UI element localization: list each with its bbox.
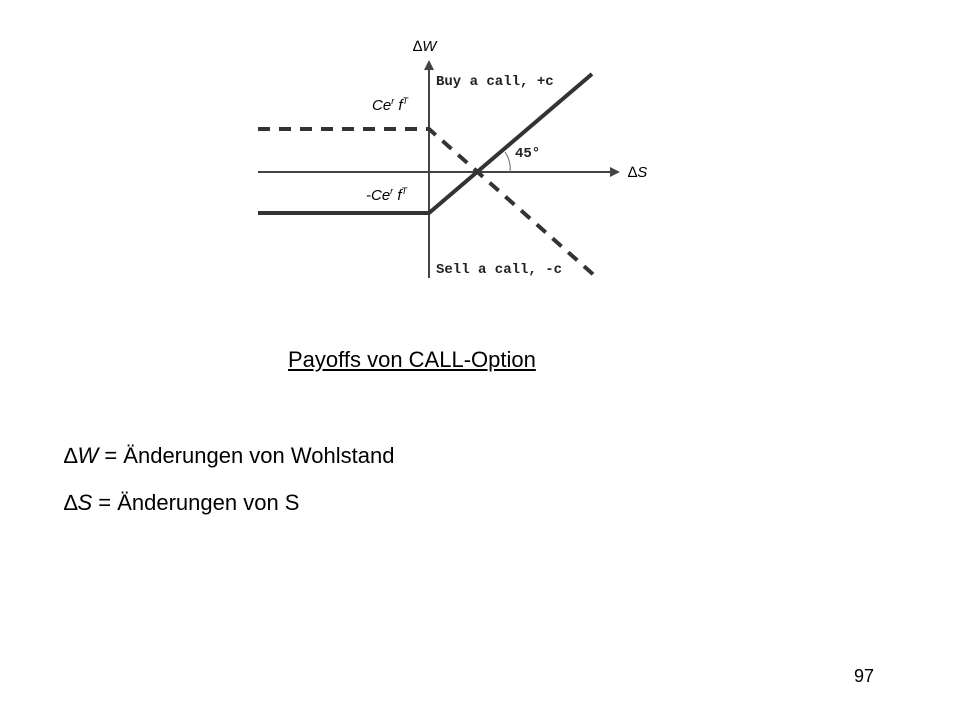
angle-label: 45° — [515, 146, 541, 162]
lower-level-sup-t: T — [401, 186, 408, 196]
delta-symbol: ∆ — [64, 490, 78, 515]
upper-level-main: Ce — [372, 97, 392, 114]
diagram-caption: Payoffs von CALL-Option — [288, 347, 536, 372]
definition-s-text: = Änderungen von S — [92, 490, 300, 515]
lower-level-main: -Ce — [366, 187, 391, 204]
definition-s-variable: S — [77, 490, 93, 515]
delta-symbol: ∆ — [64, 443, 78, 468]
upper-level-label — [372, 97, 408, 113]
y-axis-arrow — [424, 60, 434, 70]
angle-arc — [505, 152, 510, 172]
upper-level-sup-r: r — [391, 96, 395, 106]
delta-symbol: ∆ — [628, 164, 638, 181]
x-axis-variable: S — [637, 164, 648, 181]
sell-call-label: Sell a call, -c — [436, 262, 563, 278]
y-axis-variable: W — [422, 38, 437, 55]
lower-level-f: f — [393, 187, 402, 204]
delta-symbol: ∆ — [413, 38, 423, 55]
upper-level-sup-t: T — [402, 96, 409, 106]
x-axis-arrow — [610, 167, 620, 177]
definition-s — [64, 490, 299, 516]
x-axis-label — [628, 165, 647, 180]
definition-w-variable: W — [77, 443, 99, 468]
payoff-diagram — [0, 0, 960, 330]
upper-level-f: f — [394, 97, 403, 114]
buy-call-payoff-line — [258, 74, 592, 213]
lower-level-label — [366, 187, 407, 203]
page-number: 97 — [854, 666, 875, 686]
lower-level-sup-r: r — [390, 186, 394, 196]
sell-call-payoff-line — [258, 129, 595, 276]
definition-w — [64, 443, 394, 469]
buy-call-label: Buy a call, +c — [436, 74, 554, 90]
y-axis-label — [413, 39, 436, 54]
definition-w-text: = Änderungen von Wohlstand — [98, 443, 395, 468]
